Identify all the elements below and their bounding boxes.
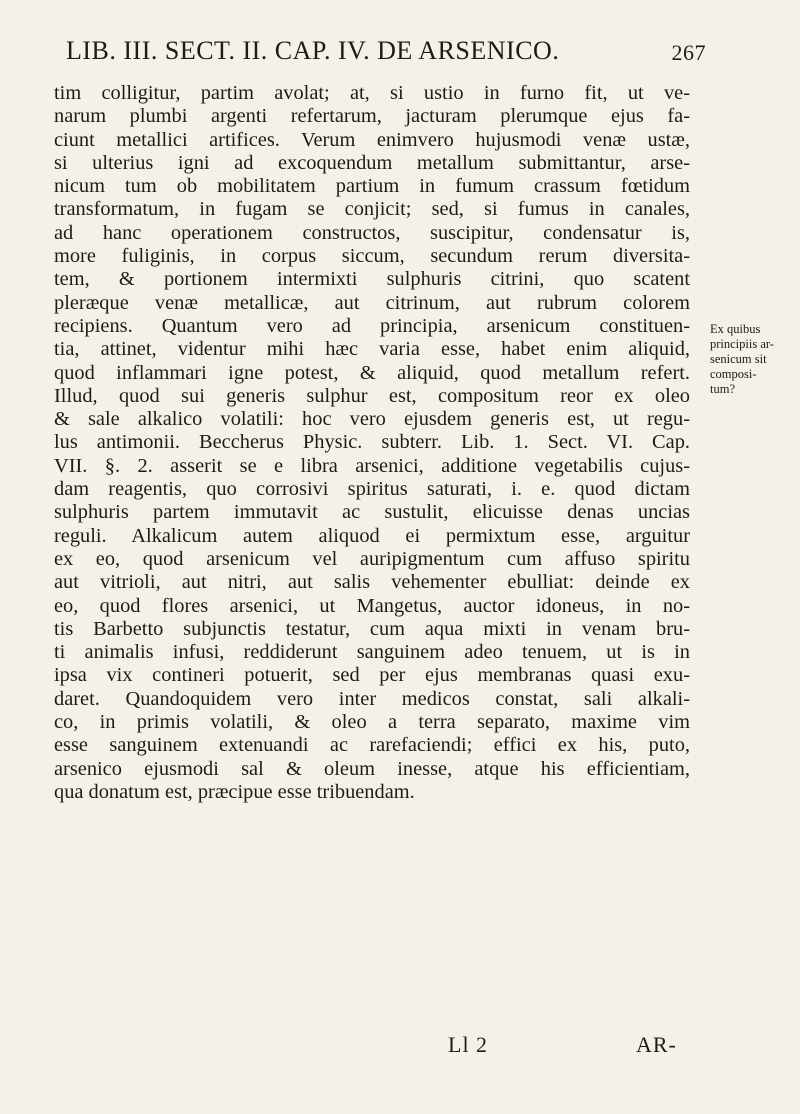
text-line: VII. §. 2. asserit se e libra arsenici, additione vegetabilis cujus- [54,454,690,477]
marginal-note-line: Ex quibus [710,322,761,336]
text-line: daret. Quandoquidem vero inter medicos constat, sali alkali- [54,687,690,710]
text-line: pleræque venæ metallicæ, aut citrinum, aut rubrum colorem [54,291,690,314]
text-line: ipsa vix contineri potuerit, sed per ejus membranas quasi exu- [54,664,690,687]
text-line: co, in primis volatili, & oleo a terra separato, maxime vim [54,711,690,734]
marginal-note [710,322,794,397]
text-line: narum plumbi argenti refertarum, jacturam plerumque ejus fa- [54,105,690,128]
text-line: esse sanguinem extenuandi ac rarefaciendi; effici ex his, puto, [54,734,690,757]
text-line: & sale alkalico volatili: hoc vero ejusdem generis est, ut regu- [54,408,690,431]
text-line: tem, & portionem intermixti sulphuris citrini, quo scatent [54,268,690,291]
text-line: Illud, quod sui generis sulphur est, compositum reor ex oleo [54,384,690,407]
text-line: sulphuris partem immutavit ac sustulit, elicuisse denas uncias [54,501,690,524]
marginal-note-line: senicum sit [710,352,767,366]
text-line: reguli. Alkalicum autem aliquod ei permixtum esse, arguitur [54,524,690,547]
page-number: 267 [671,40,706,65]
signature-mark: Ll 2 [448,1032,489,1057]
text-line: dam reagentis, quo corrosivi spiritus saturati, i. e. quod dictam [54,478,690,501]
text-line: ad hanc operationem constructos, suscipitur, condensatur is, [54,221,690,244]
text-line: quod inflammari igne potest, & aliquid, quod metallum refert. [54,361,690,384]
text-line: nicum tum ob mobilitatem partium in fumum crassum fœtidum [54,175,690,198]
text-line: transformatum, in fugam se conjicit; sed, si fumus in canales, [54,198,690,221]
text-line: more fuliginis, in corpus siccum, secundum rerum diversita- [54,245,690,268]
text-line: qua donatum est, præcipue esse tribuendam. [54,780,415,803]
text-line: ex eo, quod arsenicum vel auripigmentum cum affuso spiritu [54,547,690,570]
text-line: ti animalis infusi, reddiderunt sanguinem adeo tenuem, ut is in [54,641,690,664]
catchword: AR- [636,1032,677,1057]
marginal-note-line: composi- [710,367,757,381]
text-line: tis Barbetto subjunctis testatur, cum aqua mixti in venam bru- [54,617,690,640]
text-line: tim colligitur, partim avolat; at, si ustio in furno fit, ut ve- [54,82,690,104]
page-header [66,30,706,76]
marginal-note-line: tum? [710,382,735,396]
text-line: aut vitrioli, aut nitri, aut salis vehementer ebulliat: deinde ex [54,571,690,594]
text-line: arsenico ejusmodi sal & oleum inesse, atque his efficientiam, [54,757,690,780]
main-text [54,82,690,804]
marginal-note-line: principiis ar- [710,337,774,351]
text-line: recipiens. Quantum vero ad principia, arsenicum constituen- [54,314,690,337]
text-line: tia, attinet, videntur mihi hæc varia esse, habet enim aliquid, [54,338,690,361]
text-line: lus antimonii. Beccherus Physic. subterr. Lib. 1. Sect. VI. Cap. [54,431,690,454]
text-line: eo, quod flores arsenici, ut Mangetus, auctor idoneus, in no- [54,594,690,617]
text-line: ciunt metallici artifices. Verum enimvero hujusmodi venæ ustæ, [54,128,690,151]
text-line: si ulterius igni ad excoquendum metallum submittantur, arse- [54,151,690,174]
running-head: LIB. III. SECT. II. CAP. IV. DE ARSENICO. [66,36,560,65]
